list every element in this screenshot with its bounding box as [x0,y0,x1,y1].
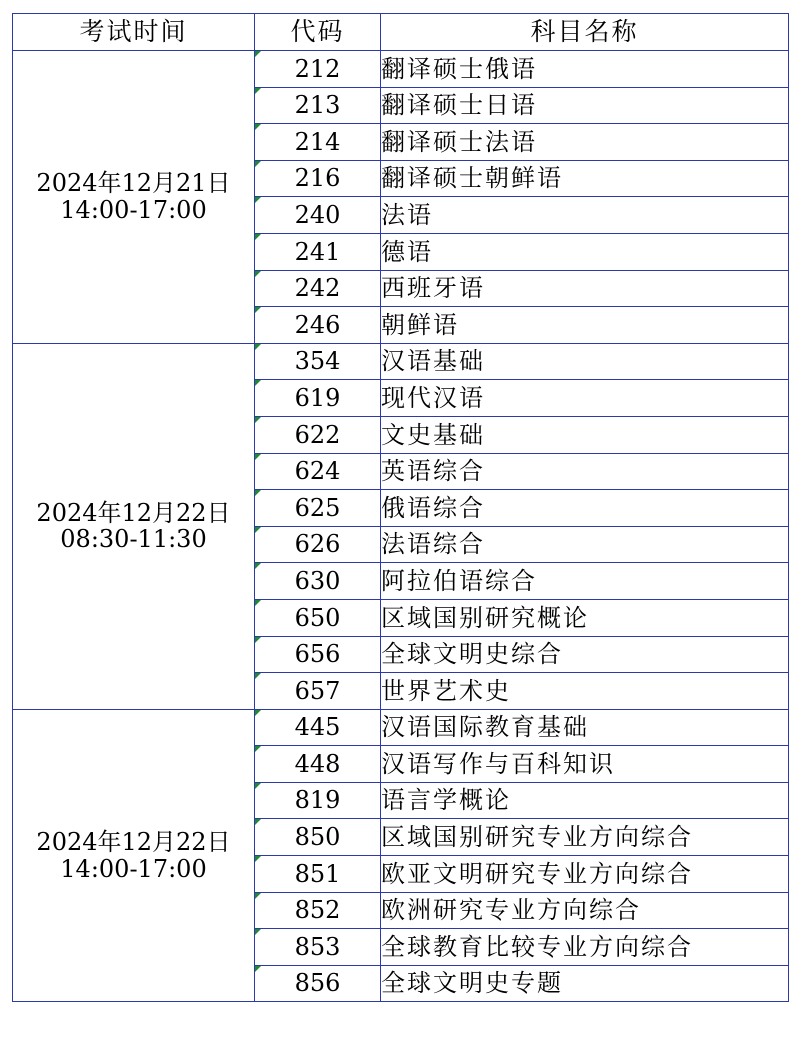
subject-code: 851 [255,856,381,893]
exam-date: 2024年12月21日 [36,169,231,198]
exam-date: 2024年12月22日 [36,828,231,857]
subject-code: 214 [255,124,381,161]
subject-code: 656 [255,636,381,673]
header-code: 代码 [255,14,381,51]
subject-name: 汉语写作与百科知识 [381,746,789,783]
subject-code: 619 [255,380,381,417]
subject-code: 626 [255,526,381,563]
subject-name: 德语 [381,233,789,270]
subject-name: 欧亚文明研究专业方向综合 [381,856,789,893]
subject-code: 650 [255,599,381,636]
subject-name: 世界艺术史 [381,673,789,710]
subject-code: 819 [255,782,381,819]
header-subject-name: 科目名称 [381,14,789,51]
exam-date: 2024年12月22日 [36,498,231,527]
subject-code: 850 [255,819,381,856]
schedule-body [13,51,789,1002]
subject-code: 213 [255,87,381,124]
subject-name: 全球文明史综合 [381,636,789,673]
subject-code: 625 [255,490,381,527]
subject-code: 445 [255,709,381,746]
subject-code: 354 [255,343,381,380]
subject-name: 俄语综合 [381,490,789,527]
subject-name: 朝鲜语 [381,307,789,344]
subject-code: 242 [255,270,381,307]
subject-code: 240 [255,197,381,234]
subject-code: 216 [255,160,381,197]
subject-name: 汉语国际教育基础 [381,709,789,746]
exam-time-cell [13,51,255,344]
subject-name: 全球教育比较专业方向综合 [381,929,789,966]
subject-name: 汉语基础 [381,343,789,380]
subject-name: 语言学概论 [381,782,789,819]
subject-name: 阿拉伯语综合 [381,563,789,600]
subject-name: 区域国别研究专业方向综合 [381,819,789,856]
table-row [13,51,789,88]
subject-name: 区域国别研究概论 [381,599,789,636]
subject-code: 852 [255,892,381,929]
subject-code: 246 [255,307,381,344]
subject-name: 现代汉语 [381,380,789,417]
exam-time-cell [13,343,255,709]
subject-name: 翻译硕士俄语 [381,51,789,88]
subject-name: 翻译硕士日语 [381,87,789,124]
table-row [13,709,789,746]
subject-code: 624 [255,453,381,490]
subject-code: 630 [255,563,381,600]
table-row [13,343,789,380]
subject-code: 241 [255,233,381,270]
subject-code: 448 [255,746,381,783]
subject-name: 文史基础 [381,416,789,453]
subject-code: 853 [255,929,381,966]
exam-hours: 14:00-17:00 [60,195,207,224]
header-row [13,14,789,51]
subject-name: 翻译硕士法语 [381,124,789,161]
subject-name: 英语综合 [381,453,789,490]
subject-name: 西班牙语 [381,270,789,307]
subject-code: 212 [255,51,381,88]
exam-hours: 14:00-17:00 [60,854,207,883]
subject-name: 欧洲研究专业方向综合 [381,892,789,929]
subject-code: 856 [255,965,381,1002]
exam-schedule-table [12,13,789,1002]
subject-code: 622 [255,416,381,453]
subject-name: 全球文明史专题 [381,965,789,1002]
subject-name: 翻译硕士朝鲜语 [381,160,789,197]
exam-hours: 08:30-11:30 [60,525,207,554]
exam-time-cell [13,709,255,1002]
subject-name: 法语综合 [381,526,789,563]
header-exam-time: 考试时间 [13,14,255,51]
subject-code: 657 [255,673,381,710]
subject-name: 法语 [381,197,789,234]
